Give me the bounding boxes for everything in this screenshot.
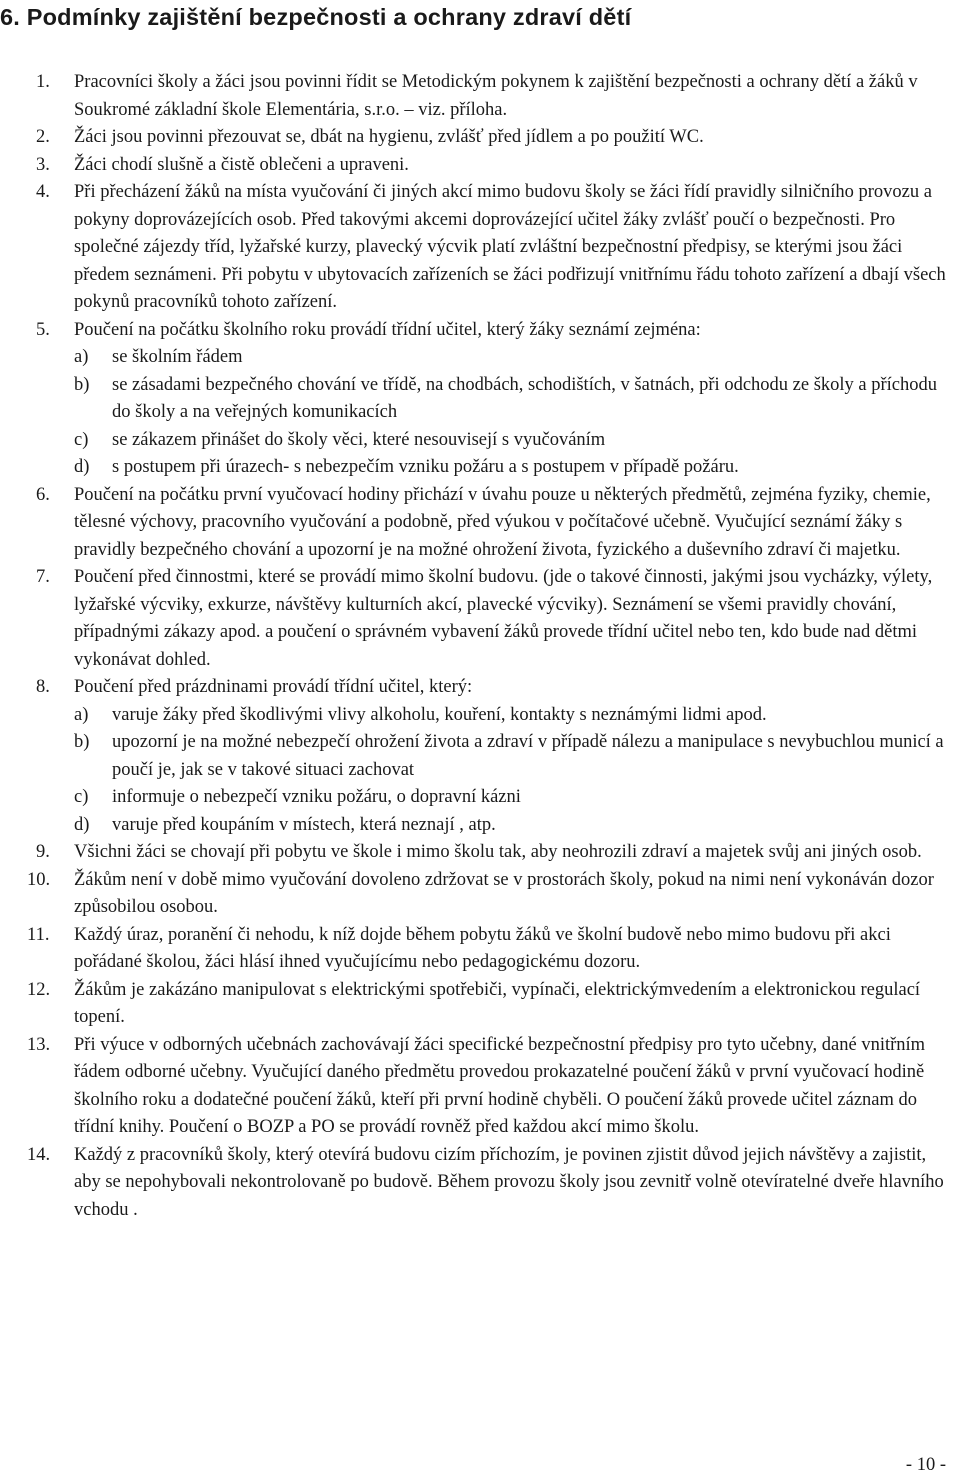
item-number: 6.: [36, 484, 50, 505]
list-item: [36, 152, 948, 180]
item-text: Všichni žáci se chovají při pobytu ve škole i mimo školu tak, aby neohrozili zdraví a majetek svůj ani jiných osob.: [74, 842, 922, 862]
sub-item: [74, 427, 948, 455]
item-text: Při přecházení žáků na místa vyučování či jiných akcí mimo budovu školy se žáci řídí pravidly silničního provozu a pokyny doprovázejících osob. Před takovými akcemi doprovázející učitel žáky zvlášť poučí o bezpečnosti. Pro společné zájezdy tříd, lyžařské kurzy, plavecký výcvik platí zvláštní bezpečnostní předpisy, se kterými jsou žáci předem seznámeni. Při pobytu v ubytovacích zařízeních se žáci podřizují vnitřnímu řádu tohoto zařízení a dbají všech pokynů pracovníků tohoto zařízení.: [74, 182, 946, 312]
item-number: 13.: [27, 1034, 51, 1055]
item-number: 12.: [27, 979, 51, 1000]
item-text: Při výuce v odborných učebnách zachovávají žáci specifické bezpečnostní předpisy pro tyto učebny, dané vnitřním řádem odborné učebny. Vyučující daného předmětu provedou prokazatelné poučení žáků v první vyučovací hodině školního roku a dodatečné poučení žáků, kteří při první hodině chyběli. O poučení žáků provede učitel záznam do třídní knihy. Poučení o BOZP a PO se provádí rovněž před každou akcí mimo školu.: [74, 1034, 926, 1137]
sub-item-text: varuje žáky před škodlivými vlivy alkoholu, kouření, kontakty s neznámými lidmi apod.: [112, 704, 767, 725]
list-item: [27, 977, 948, 1032]
sub-item: [74, 454, 948, 482]
item-text: Žáci chodí slušně a čistě oblečeni a upraveni.: [74, 154, 409, 175]
item-text: Poučení před činnostmi, které se provádí mimo školní budovu. (jde o takové činnosti, jakými jsou vycházky, výlety, lyžařské výcviky, exkurze, návštěvy kulturních akcí, plavecké výcviky). Seznámení se všemi pravidly chování, případnými zákazy apod. a poučení o správném vybavení žáků provede třídní učitel nebo ten, kdo bude nad dětmi vykonávat dohled.: [74, 567, 933, 670]
sub-item-letter: d): [74, 814, 90, 835]
item-number: 4.: [36, 182, 50, 202]
item-text: Poučení na počátku první vyučovací hodiny přichází v úvahu pouze u některých předmětů, zejména fyziky, chemie, tělesné výchovy, pracovního vyučování a podobně, před výukou v počítačové učebně. Vyučující seznámí žáky s pravidly bezpečného chování a upozorní je na možné ohrožení života, fyzického a duševního zdraví či majetku.: [74, 484, 931, 560]
item-number: 8.: [36, 677, 50, 697]
sub-item: [74, 344, 948, 372]
section-heading: 6. Podmínky zajištění bezpečnosti a ochrany zdraví dětí: [0, 4, 632, 30]
item-number: 5.: [36, 319, 50, 340]
sub-item: [74, 372, 948, 427]
item-number: 7.: [36, 567, 50, 587]
sub-item: [74, 784, 948, 812]
sub-item-text: se zásadami bezpečného chování ve třídě, na chodbách, schodištích, v šatnách, při odchodu ze školy a příchodu do školy a na veřejných komunikacích: [112, 374, 938, 422]
list-item: [36, 124, 948, 152]
sub-item-letter: a): [74, 704, 89, 725]
sub-item: [74, 729, 948, 784]
page-number: - 10 -: [905, 1455, 946, 1475]
list-item: [36, 839, 948, 867]
sub-item: [74, 702, 948, 730]
list-item: [27, 1032, 948, 1142]
item-text: Žákům je zakázáno manipulovat s elektrickými spotřebiči, vypínači, elektrickýmvedením a elektronickou regulací topení.: [74, 979, 921, 1027]
item-number: 2.: [36, 127, 50, 147]
sub-item-letter: b): [74, 732, 90, 752]
sub-item-text: upozorní je na možné nebezpečí ohrožení života a zdraví v případě nálezu a manipulace s nevybuchlou municí a poučí je, jak se v takové situaci zachovat: [112, 732, 944, 780]
item-number: 1.: [36, 72, 50, 92]
list-item: [27, 922, 948, 977]
item-number: 3.: [36, 154, 50, 175]
list-item: [36, 179, 948, 317]
list-item: [36, 317, 948, 482]
sub-item-text: se školním řádem: [112, 347, 243, 367]
sub-item-letter: c): [74, 787, 89, 807]
item-number: 14.: [27, 1144, 51, 1165]
item-text: Žákům není v době mimo vyučování dovoleno zdržovat se v prostorách školy, pokud na nimi není vykonáván dozor způsobilou osobou.: [74, 869, 934, 917]
rules-list: [27, 69, 948, 1224]
sub-item: [74, 812, 948, 840]
item-number: 10.: [27, 869, 51, 890]
item-text: Každý úraz, poranění či nehodu, k níž dojde během pobytu žáků ve školní budově nebo mimo budovu při akci pořádané školou, žáci hlásí ihned vyučujícímu nebo pedagogickému dozoru.: [74, 924, 891, 972]
sub-item-letter: d): [74, 457, 90, 477]
sub-item-text: se zákazem přinášet do školy věci, které nesouvisejí s vyučováním: [112, 429, 606, 450]
list-item: [36, 69, 948, 124]
item-number: 11.: [27, 924, 50, 945]
list-item: [27, 1142, 948, 1225]
sub-item-letter: a): [74, 347, 89, 367]
item-number: 9.: [36, 842, 50, 862]
sub-item-text: s postupem při úrazech- s nebezpečím vzniku požáru a s postupem v případě požáru.: [112, 457, 739, 477]
item-text: Poučení před prázdninami provádí třídní učitel, který:: [74, 677, 473, 697]
item-text: Každý z pracovníků školy, který otevírá budovu cizím příchozím, je povinen zjistit důvod jejich návštěvy a zajistit, aby se nepohybovali nekontrolovaně po budově. Během provozu školy jsou zevnitř volně otevíratelné dveře hlavního vchodu .: [74, 1144, 944, 1220]
list-item: [36, 482, 948, 565]
list-item: [36, 564, 948, 674]
sub-item-text: varuje před koupáním v místech, která neznají , atp.: [112, 814, 496, 835]
item-text: Poučení na počátku školního roku provádí třídní učitel, který žáky seznámí zejména:: [74, 319, 701, 340]
item-text: Žáci jsou povinni přezouvat se, dbát na hygienu, zvlášť před jídlem a po použití WC.: [74, 127, 704, 147]
sub-item-letter: b): [74, 374, 90, 395]
item-text: Pracovníci školy a žáci jsou povinni řídit se Metodickým pokynem k zajištění bezpečnosti a ochrany dětí a žáků v Soukromé základní škole Elementária, s.r.o. – viz. příloha.: [74, 72, 918, 120]
list-item: [27, 867, 948, 922]
sub-item-text: informuje o nebezpečí vzniku požáru, o dopravní kázni: [112, 787, 521, 807]
list-item: [36, 674, 948, 839]
sub-item-letter: c): [74, 429, 89, 450]
